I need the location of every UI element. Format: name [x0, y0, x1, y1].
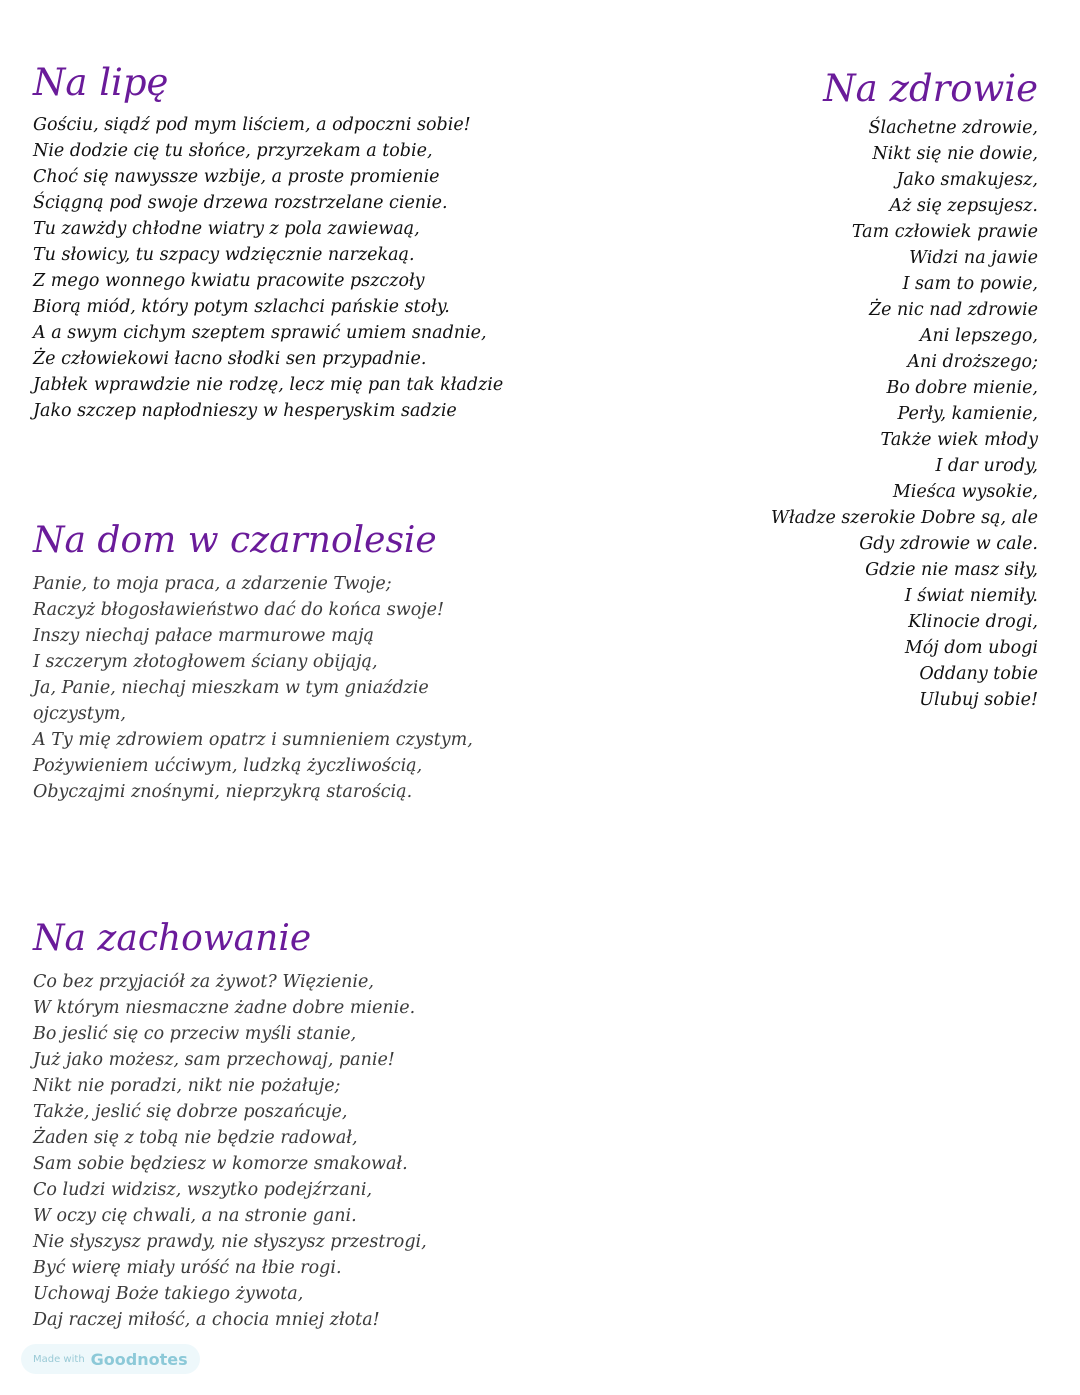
poem-line: Ściągną pod swoje drzewa rozstrzelane cienie.	[33, 193, 448, 213]
poem-title: Na zachowanie	[33, 918, 312, 959]
poem-line: I sam to powie,	[902, 274, 1038, 294]
poem-line: Aż się zepsujesz.	[889, 196, 1038, 216]
poem-title: Na dom w czarnolesie	[33, 520, 437, 561]
poem-line: I dar urody,	[935, 456, 1038, 476]
poem-line: Biorą miód, który potym szlachci pańskie stoły.	[33, 297, 450, 317]
poem-lines	[33, 112, 553, 424]
poem-line: I szczerym złotogłowem ściany obijają,	[33, 652, 378, 672]
poem-line: Także wiek młody	[880, 430, 1038, 450]
poem-line: Już jako możesz, sam przechowaj, panie!	[33, 1050, 395, 1070]
poem-lines	[618, 115, 1038, 713]
badge-prefix: Made with	[33, 1353, 85, 1365]
poem-line: Bo dobre mienie,	[886, 378, 1038, 398]
poem-line: Klinocie drogi,	[908, 612, 1038, 632]
poem-line: Daj raczej miłość, a chocia mniej złota!	[33, 1310, 380, 1330]
poem-na-zdrowie	[618, 66, 1038, 713]
poem-line: Nikt nie poradzi, nikt nie pożałuje;	[33, 1076, 341, 1096]
poem-line: Z mego wonnego kwiatu pracowite pszczoły	[33, 271, 425, 291]
poem-line: Jako szczep napłodnieszy w hesperyskim sadzie	[33, 401, 457, 421]
poem-line: Gdzie nie masz siły,	[865, 560, 1038, 580]
poem-line: Gościu, siądź pod mym liściem, a odpoczni sobie!	[33, 115, 471, 135]
poem-na-lipe	[33, 60, 553, 424]
poem-line: Ani lepszego,	[919, 326, 1038, 346]
poem-line: Że nic nad zdrowie	[868, 300, 1038, 320]
poem-line: Nie słyszysz prawdy, nie słyszysz przestrogi,	[33, 1232, 427, 1252]
poem-line: Bo jeslić się co przeciw myśli stanie,	[33, 1024, 357, 1044]
poem-line: Co ludzi widzisz, wszytko podejźrzani,	[33, 1180, 373, 1200]
poem-line: Ja, Panie, niechaj mieszkam w tym gniaździe	[33, 678, 429, 698]
poem-na-zachowanie	[33, 917, 553, 1333]
poem-na-dom-w-czarnolesie	[33, 519, 553, 805]
poem-line: Że człowiekowi łacno słodki sen przypadnie.	[33, 349, 427, 369]
poem-line: Nikt się nie dowie,	[872, 144, 1038, 164]
poem-line: Co bez przyjaciół za żywot? Więzienie,	[33, 972, 374, 992]
made-with-goodnotes-badge	[21, 1344, 200, 1374]
poem-line: Oddany tobie	[919, 664, 1038, 684]
poem-title: Na lipę	[33, 61, 169, 104]
poem-line: Inszy niechaj pałace marmurowe mają	[33, 626, 374, 646]
poem-line: Także, jeslić się dobrze poszańcuje,	[33, 1102, 348, 1122]
poem-line: Widzi na jawie	[909, 248, 1038, 268]
poem-line: Ulubuj sobie!	[919, 690, 1038, 710]
poem-line: Sam sobie będziesz w komorze smakował.	[33, 1154, 408, 1174]
poem-line: Gdy zdrowie w cale.	[859, 534, 1038, 554]
poem-line: Panie, to moja praca, a zdarzenie Twoje;	[33, 574, 392, 594]
poem-line: Mój dom ubogi	[904, 638, 1038, 658]
poem-line: Tu słowicy, tu szpacy wdzięcznie narzekaą.	[33, 245, 415, 265]
poem-line: Ślachetne zdrowie,	[868, 118, 1038, 138]
poem-line: Raczyż błogosławieństwo dać do końca swoje!	[33, 600, 445, 620]
poem-line: Jako smakujesz,	[896, 170, 1038, 190]
poem-line: Być wierę miały uróść na łbie rogi.	[33, 1258, 342, 1278]
poem-line: Perły, kamienie,	[897, 404, 1038, 424]
poem-line: Ani droższego;	[907, 352, 1038, 372]
poem-line: A a swym cichym szeptem sprawić umiem snadnie,	[33, 323, 487, 343]
poem-line: Władze szerokie Dobre są, ale	[771, 508, 1038, 528]
poem-line: W oczy cię chwali, a na stronie gani.	[33, 1206, 357, 1226]
poem-line: I świat niemiły.	[904, 586, 1038, 606]
poem-line: Pożywieniem ućciwym, ludzką życzliwością,	[33, 756, 423, 776]
badge-brand: Goodnotes	[90, 1349, 188, 1369]
poem-line: Tam człowiek prawie	[851, 222, 1038, 242]
poem-line: Jabłek wprawdzie nie rodzę, lecz mię pan tak kładzie	[33, 375, 504, 395]
poem-line: Choć się nawyssze wzbije, a proste promienie	[33, 167, 440, 187]
poem-lines	[33, 571, 553, 805]
poem-line: Uchowaj Boże takiego żywota,	[33, 1284, 304, 1304]
poem-line: W którym niesmaczne żadne dobre mienie.	[33, 998, 416, 1018]
poem-lines	[33, 969, 553, 1333]
poem-line: Nie dodzie cię tu słońce, przyrzekam a tobie,	[33, 141, 433, 161]
poem-line: ojczystym,	[33, 704, 126, 724]
poem-line: Żaden się z tobą nie będzie radował,	[33, 1128, 358, 1148]
poem-line: Obyczajmi znośnymi, nieprzykrą starością.	[33, 782, 413, 802]
poem-line: A Ty mię zdrowiem opatrz i sumnieniem czystym,	[33, 730, 473, 750]
poem-line: Tu zawżdy chłodne wiatry z pola zawiewaą,	[33, 219, 420, 239]
poem-line: Mieśca wysokie,	[892, 482, 1038, 502]
poem-title: Na zdrowie	[823, 67, 1038, 110]
